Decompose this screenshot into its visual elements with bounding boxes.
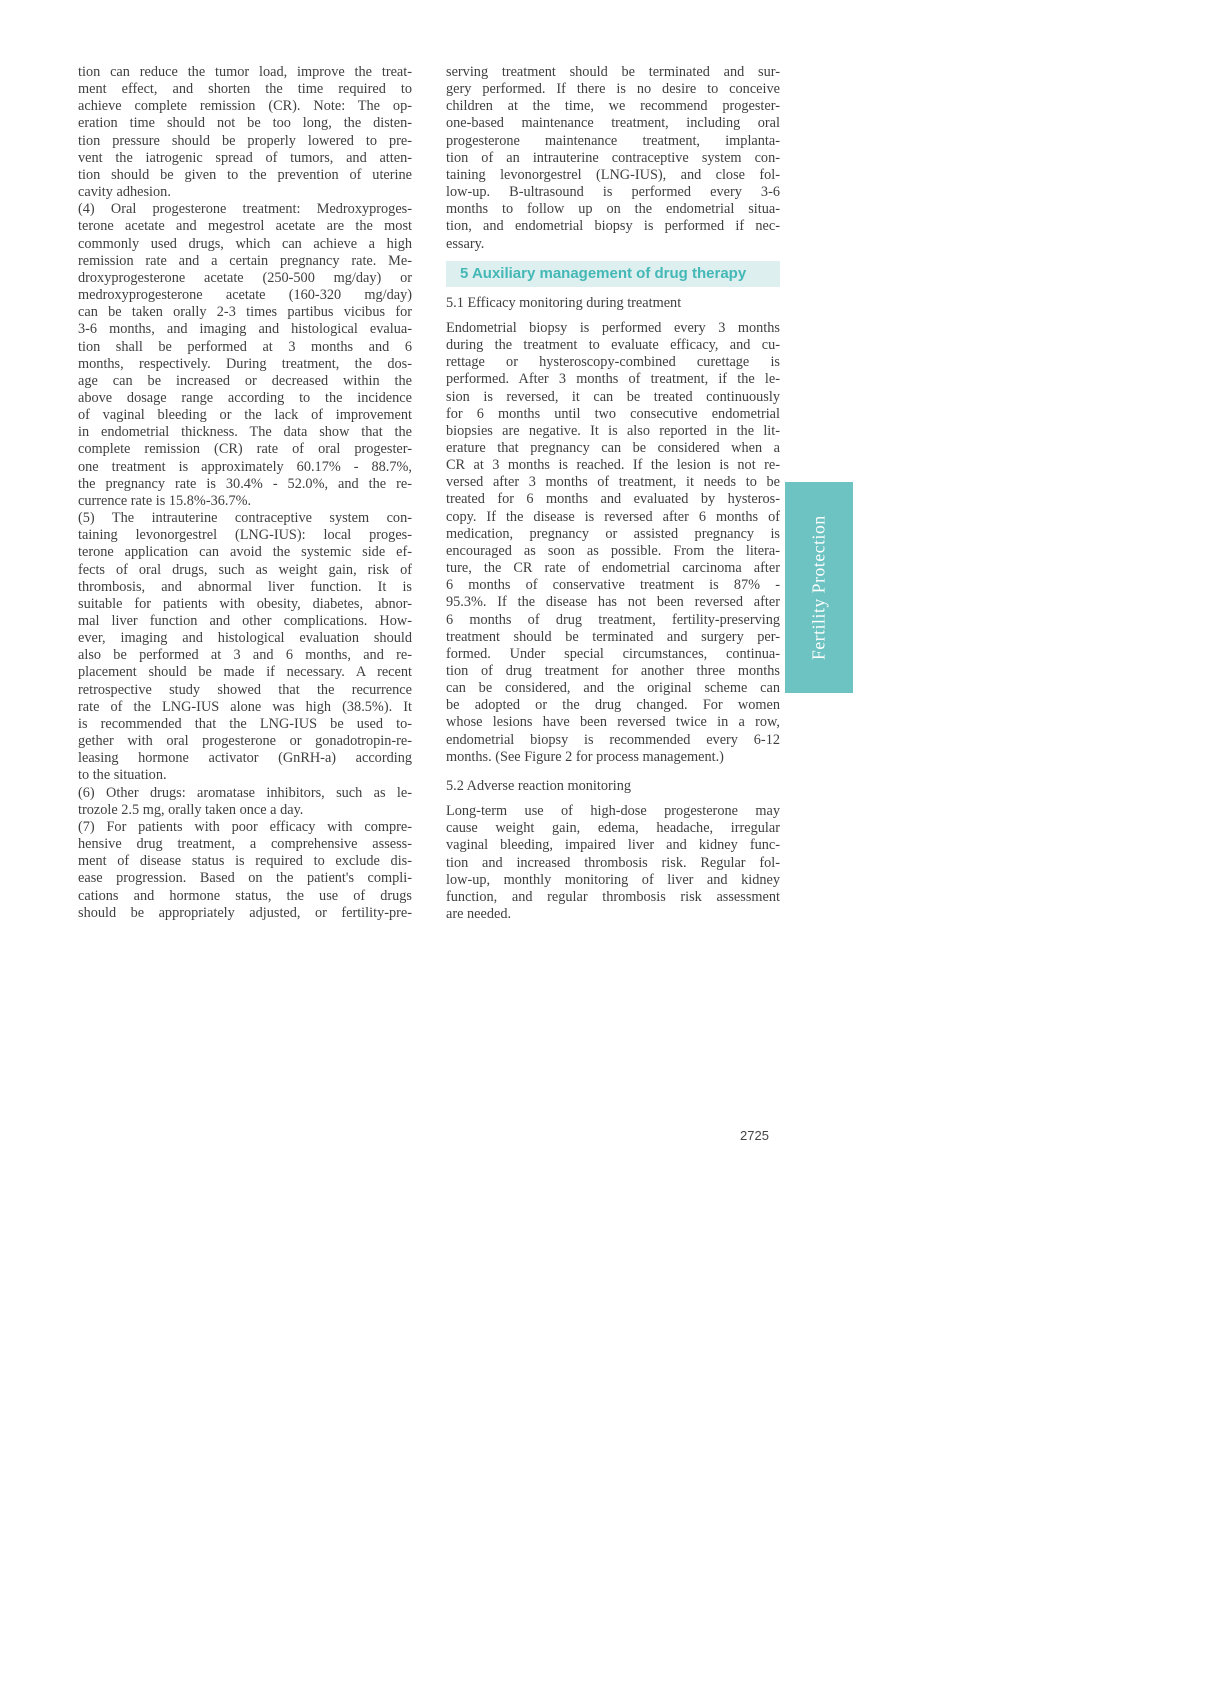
text-line: hensive drug treatment, a comprehensive assess- <box>78 836 412 853</box>
text-line: biopsies are negative. It is also reported in the lit- <box>446 422 780 439</box>
text-line: tion shall be performed at 3 months and 6 <box>78 338 412 355</box>
text-line: rettage or hysteroscopy-combined curettage is <box>446 354 780 371</box>
text-line: droxyprogesterone acetate (250-500 mg/day) or <box>78 269 412 286</box>
text-line: medroxyprogesterone acetate (160-320 mg/day) <box>78 287 412 304</box>
text-line: also be performed at 3 and 6 months, and re- <box>78 647 412 664</box>
text-line: fects of oral drugs, such as weight gain, risk of <box>78 561 412 578</box>
text-line: gery performed. If there is no desire to conceive <box>446 81 780 98</box>
text-line: essary. <box>446 235 485 252</box>
text-line: one-based maintenance treatment, including oral <box>446 115 780 132</box>
text-line: sion is reversed, it can be treated continuously <box>446 388 780 405</box>
text-line: achieve complete remission (CR). Note: The op- <box>78 98 412 115</box>
text-line: age can be increased or decreased within the <box>78 372 412 389</box>
text-line: terone application can avoid the systemic side ef- <box>78 544 412 561</box>
text-line: performed. After 3 months of treatment, if the le- <box>446 371 780 388</box>
text-line: ture, the CR rate of endometrial carcinoma after <box>446 560 780 577</box>
text-line: (4) Oral progesterone treatment: Medroxyproges- <box>78 201 412 218</box>
text-line: above dosage range according to the incidence <box>78 389 412 406</box>
paragraph <box>446 64 780 253</box>
paragraph <box>78 510 412 785</box>
text-line: erature that pregnancy can be considered when a <box>446 439 780 456</box>
text-line: should be appropriately adjusted, or fertility-pre- <box>78 904 412 921</box>
text-line: eration time should not be too long, the disten- <box>78 115 412 132</box>
text-line: ment of disease status is required to exclude dis- <box>78 853 412 870</box>
text-line: mal liver function and other complications. How- <box>78 613 412 629</box>
text-line: formed. Under special circumstances, continua- <box>446 645 780 662</box>
text-line: tion of an intrauterine contraceptive system con- <box>446 149 780 166</box>
text-line: tion should be given to the prevention of uterine <box>78 166 412 183</box>
text-line: treatment should be terminated and surgery per- <box>446 628 780 645</box>
text-line: 95.3%. If the disease has not been reversed after <box>446 594 780 611</box>
text-line: (6) Other drugs: aromatase inhibitors, such as le- <box>78 784 412 801</box>
text-line: commonly used drugs, which can achieve a high <box>78 235 412 252</box>
text-line: Endometrial biopsy is performed every 3 months <box>446 319 780 336</box>
text-line: low-up, monthly monitoring of liver and kidney <box>446 871 780 888</box>
text-line: one treatment is approximately 60.17% - 88.7%, <box>78 458 412 475</box>
text-line: vent the iatrogenic spread of tumors, and atten- <box>78 149 412 166</box>
text-line: of vaginal bleeding or the lack of improvement <box>78 407 412 424</box>
text-line: whose lesions have been reversed twice in a row, <box>446 714 780 731</box>
text-line: vaginal bleeding, impaired liver and kidney func- <box>446 837 780 854</box>
text-line: ease progression. Based on the patient's compli- <box>78 870 412 887</box>
text-line: progesterone maintenance treatment, implanta- <box>446 132 780 149</box>
text-line: tion can reduce the tumor load, improve the treat- <box>78 64 412 80</box>
text-column-left <box>78 64 412 922</box>
text-line: 6 months of conservative treatment is 87% - <box>446 577 780 594</box>
text-line: complete remission (CR) rate of oral progester- <box>78 441 412 458</box>
text-line: cause weight gain, edema, headache, irregular <box>446 820 780 837</box>
paragraph <box>78 201 412 510</box>
text-line: can be considered, and the original scheme can <box>446 680 780 697</box>
text-line: during the treatment to evaluate efficacy, and cu- <box>446 337 780 354</box>
text-line: placement should be made if necessary. A recent <box>78 664 412 681</box>
text-line: terone acetate and megestrol acetate are the most <box>78 218 412 235</box>
text-line: tion pressure should be properly lowered to pre- <box>78 132 412 149</box>
text-line: months to follow up on the endometrial situa- <box>446 201 780 218</box>
text-line: endometrial biopsy is recommended every 6-12 <box>446 731 780 748</box>
paragraph <box>446 320 780 766</box>
text-line: medication, pregnancy or assisted pregnancy is <box>446 525 780 542</box>
text-line: gether with oral progesterone or gonadotropin-re- <box>78 733 412 750</box>
fertility-protection-side-tab <box>785 482 853 693</box>
text-line: for 6 months until two consecutive endometrial <box>446 405 780 422</box>
text-line: in endometrial thickness. The data show that the <box>78 424 412 441</box>
text-line: (5) The intrauterine contraceptive system con- <box>78 510 412 527</box>
paragraph <box>78 64 412 201</box>
section-heading: 5 Auxiliary management of drug therapy <box>446 261 780 287</box>
text-line: low-up. B-ultrasound is performed every 3-6 <box>446 184 780 201</box>
text-line: months, respectively. During treatment, the dos- <box>78 355 412 372</box>
text-line: the pregnancy rate is 30.4% - 52.0%, and the re- <box>78 475 412 492</box>
text-line: encouraged as soon as possible. From the litera- <box>446 542 780 559</box>
text-line: copy. If the disease is reversed after 6 months of <box>446 508 780 525</box>
text-line: serving treatment should be terminated and sur- <box>446 64 780 80</box>
text-line: cations and hormone status, the use of drugs <box>78 887 412 904</box>
text-line: ment effect, and shorten the time required to <box>78 81 412 98</box>
text-line: ever, imaging and histological evaluation should <box>78 630 412 647</box>
text-line: is recommended that the LNG-IUS be used to- <box>78 715 412 732</box>
paragraph <box>78 785 412 819</box>
text-line: be adopted or the drug changed. For women <box>446 697 780 714</box>
text-line: tion, and endometrial biopsy is performed if nec- <box>446 218 780 235</box>
text-line: 6 months of drug treatment, fertility-preserving <box>446 611 780 628</box>
text-line: tion and increased thrombosis risk. Regular fol- <box>446 854 780 871</box>
text-line: to the situation. <box>78 767 167 784</box>
paragraph <box>446 803 780 923</box>
text-line: (7) For patients with poor efficacy with compre- <box>78 818 412 835</box>
text-line: can be taken orally 2-3 times partibus vicibus for <box>78 304 412 321</box>
text-line: rate of the LNG-IUS alone was high (38.5%). It <box>78 698 412 715</box>
paragraph <box>78 819 412 922</box>
text-line: suitable for patients with obesity, diabetes, abnor- <box>78 595 412 612</box>
text-line: taining levonorgestrel (LNG-IUS): local proges- <box>78 527 412 544</box>
text-column-right <box>446 64 780 923</box>
subsection-heading: 5.1 Efficacy monitoring during treatment <box>446 294 682 311</box>
text-line: taining levonorgestrel (LNG-IUS), and close fol- <box>446 166 780 183</box>
text-line: treated for 6 months and evaluated by hysteros- <box>446 491 780 508</box>
text-line: versed after 3 months of treatment, it needs to be <box>446 474 780 491</box>
text-line: thrombosis, and abnormal liver function. It is <box>78 578 412 595</box>
text-line: months. (See Figure 2 for process management.) <box>446 748 724 765</box>
text-line: leasing hormone activator (GnRH-a) according <box>78 750 412 767</box>
side-tab-label: Fertility Protection <box>808 515 829 660</box>
subsection-heading: 5.2 Adverse reaction monitoring <box>446 777 632 794</box>
text-line: currence rate is 15.8%-36.7%. <box>78 492 252 509</box>
text-line: Long-term use of high-dose progesterone may <box>446 803 780 820</box>
text-line: CR at 3 months is reached. If the lesion is not re- <box>446 457 780 474</box>
text-line: tion of drug treatment for another three months <box>446 663 780 679</box>
page-number: 2725 <box>740 1128 769 1143</box>
text-line: cavity adhesion. <box>78 184 171 201</box>
text-line: remission rate and a certain pregnancy rate. Me- <box>78 252 412 269</box>
text-line: function, and regular thrombosis risk assessment <box>446 888 780 905</box>
text-line: children at the time, we recommend progester- <box>446 98 780 115</box>
text-line: retrospective study showed that the recurrence <box>78 681 412 698</box>
text-line: are needed. <box>446 906 512 923</box>
text-line: trozole 2.5 mg, orally taken once a day. <box>78 801 304 818</box>
text-line: 3-6 months, and imaging and histological evalua- <box>78 321 412 338</box>
